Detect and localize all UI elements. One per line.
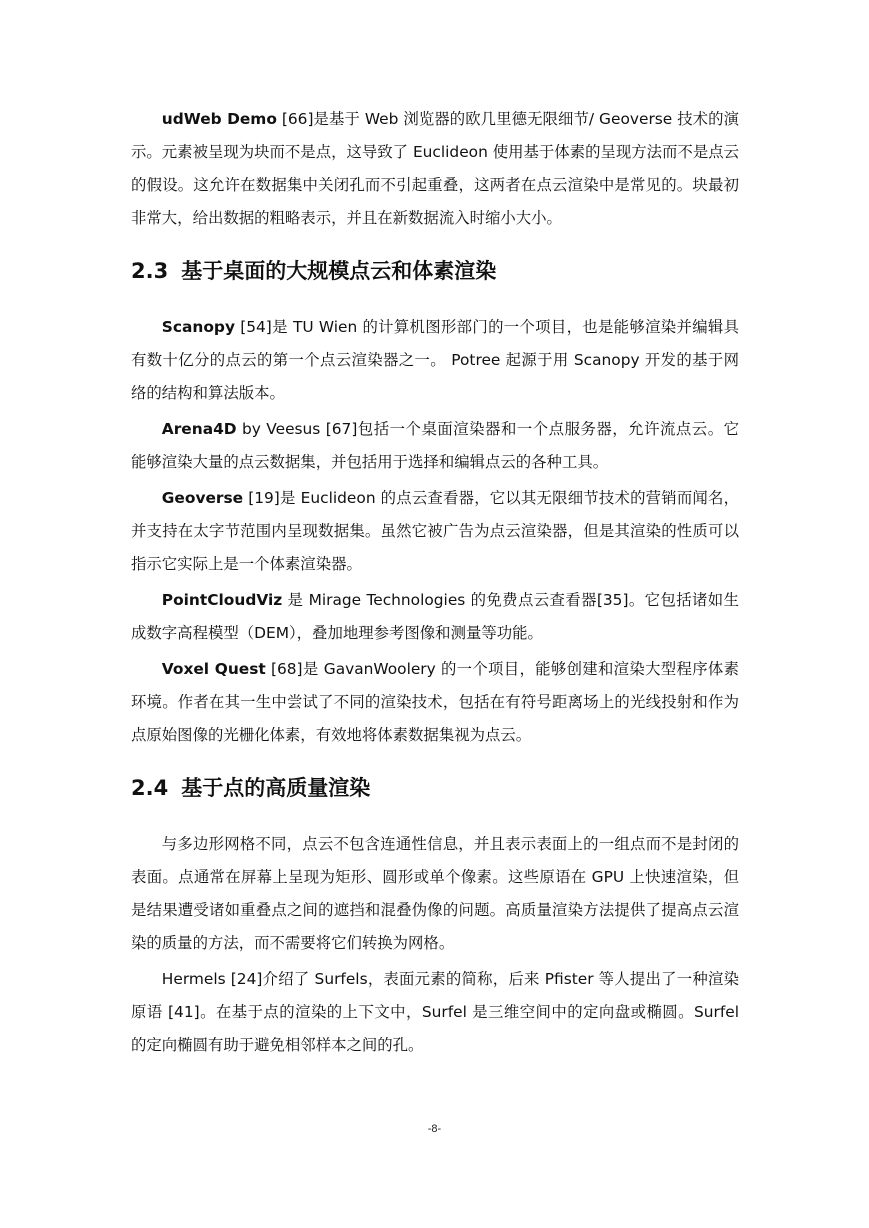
section-heading-2-3 xyxy=(131,253,739,289)
term-scanopy: Scanopy xyxy=(161,318,235,336)
page-number: -8- xyxy=(427,1123,442,1135)
term-voxel-quest: Voxel Quest xyxy=(161,660,266,678)
paragraph-surfels: Hermels [24]介绍了 Surfels，表面元素的简称，后来 Pfister 等人提出了一种渲染原语 [41]。在基于点的渲染的上下文中，Surfel 是三维空间中的定向盘或椭圆。Surfel 的定向椭圆有助于避免相邻样本之间的孔。 xyxy=(131,970,739,1054)
paragraph-geoverse: Geoverse [19]是 Euclideon 的点云查看器，它以其无限细节技术的营销而闻名，并支持在太字节范围内呈现数据集。虽然它被广告为点云渲染器，但是其渲染的性质可以指示它实际上是一个体素渲染器。 xyxy=(131,489,739,573)
section-number: 2.3 xyxy=(131,259,169,283)
section-title: 基于桌面的大规模点云和体素渲染 xyxy=(181,259,497,283)
page-content xyxy=(131,103,739,1065)
paragraph-point-clouds-intro: 与多边形网格不同，点云不包含连通性信息，并且表示表面上的一组点而不是封闭的表面。点通常在屏幕上呈现为矩形、圆形或单个像素。这些原语在 GPU 上快速渲染，但是结果遭受诸如重叠点之间的遮挡和混叠伪像的问题。高质量渲染方法提供了提高点云渲染的质量的方法，而不需要将它们转换为网格。 xyxy=(131,835,739,952)
paragraph-udweb: udWeb Demo [66]是基于 Web 浏览器的欧几里德无限细节/ Geoverse 技术的演示。元素被呈现为块而不是点，这导致了 Euclideon 使用基于体素的呈现方法而不是点云的假设。这允许在数据集中关闭孔而不引起重叠，这两者在点云渲染中是常见的。块最初非常大，给出数据的粗略表示，并且在新数据流入时缩小大小。 xyxy=(131,110,739,227)
term-arena4d: Arena4D xyxy=(161,420,237,438)
paragraph-scanopy: Scanopy [54]是 TU Wien 的计算机图形部门的一个项目，也是能够渲染并编辑具有数十亿分的点云的第一个点云渲染器之一。 Potree 起源于用 Scanopy 开发的基于网络的结构和算法版本。 xyxy=(131,318,739,402)
section-heading-2-4 xyxy=(131,770,739,806)
section-title: 基于点的高质量渲染 xyxy=(181,776,371,800)
paragraph-pointcloudviz: PointCloudViz 是 Mirage Technologies 的免费点云查看器[35]。它包括诸如生成数字高程模型（DEM），叠加地理参考图像和测量等功能。 xyxy=(131,591,739,642)
term-pointcloudviz: PointCloudViz xyxy=(161,591,283,609)
section-number: 2.4 xyxy=(131,776,169,800)
term-geoverse: Geoverse xyxy=(161,489,244,507)
paragraph-arena4d: Arena4D by Veesus [67]包括一个桌面渲染器和一个点服务器，允许流点云。它能够渲染大量的点云数据集，并包括用于选择和编辑点云的各种工具。 xyxy=(131,420,739,471)
paragraph-voxel-quest: Voxel Quest [68]是 GavanWoolery 的一个项目，能够创建和渲染大型程序体素环境。作者在其一生中尝试了不同的渲染技术，包括在有符号距离场上的光线投射和作为点原始图像的光栅化体素，有效地将体素数据集视为点云。 xyxy=(131,660,739,744)
term-udweb-demo: udWeb Demo xyxy=(161,110,277,128)
